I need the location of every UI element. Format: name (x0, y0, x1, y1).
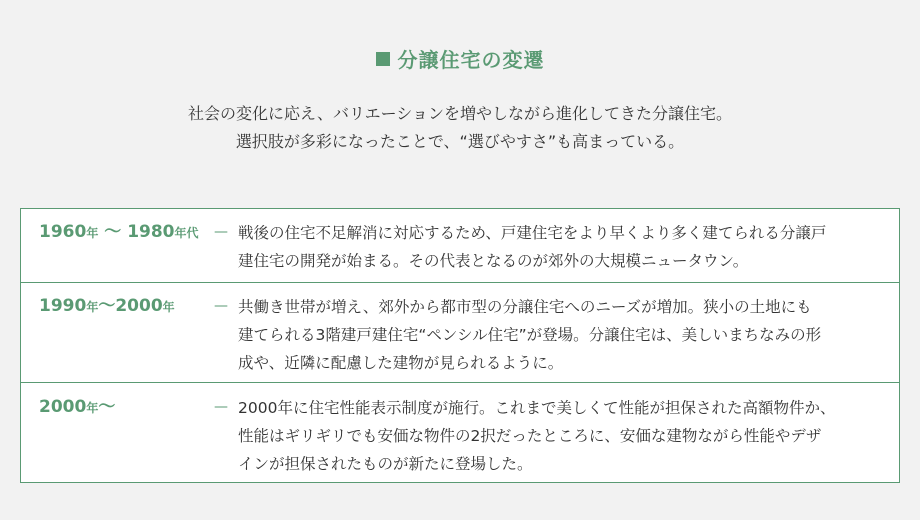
period-description (236, 293, 891, 377)
period-start-year: 1960 (39, 222, 87, 242)
period-start-unit: 年 (86, 401, 99, 415)
period-description (236, 219, 891, 275)
description-line: 成や、近隣に配慮した建物が見られるように。 (238, 354, 564, 372)
period-description (236, 394, 891, 478)
timeline-row (21, 209, 899, 282)
description-line: 建住宅の開発が始まる。その代表となるのが郊外の大規模ニュータウン。 (238, 252, 749, 270)
description-line: 2000年に住宅性能表示制度が施行。これまで美しくて性能が担保された高額物件か、 (238, 399, 836, 417)
period-end-unit: 年 (162, 300, 175, 314)
timeline-row (21, 382, 899, 478)
period-start-unit: 年 (86, 300, 99, 314)
period-start-unit: 年 (86, 226, 99, 240)
intro-line-2: 選択肢が多彩になったことで、“選びやすさ”も高まっている。 (235, 132, 685, 151)
period-start-year: 2000 (39, 397, 87, 417)
period-label (21, 219, 206, 246)
description-line: インが担保されたものが新たに登場した。 (238, 455, 533, 473)
description-line: 建てられる3階建戸建住宅“ペンシル住宅”が登場。分譲住宅は、美しいまちなみの形 (238, 326, 822, 344)
period-dash: — (214, 298, 228, 314)
timeline-table (20, 208, 900, 483)
period-label (21, 394, 206, 421)
period-separator: ～ (98, 397, 116, 417)
description-line: 性能はギリギリでも安価な物件の2択だったところに、安価な建物ながら性能やデザ (238, 427, 822, 445)
page-title-text: 分譲住宅の変遷 (397, 48, 545, 72)
period-label (21, 293, 206, 320)
intro-text (0, 100, 920, 156)
intro-line-1: 社会の変化に応え、バリエーションを増やしながら進化してきた分譲住宅。 (187, 104, 732, 123)
period-separator: ～ (98, 222, 128, 242)
period-end-year: 1980 (127, 222, 175, 242)
square-bullet-icon (376, 52, 390, 66)
period-end-year: 2000 (115, 296, 163, 316)
period-start-year: 1990 (39, 296, 87, 316)
period-end-unit: 年代 (174, 226, 199, 240)
description-line: 共働き世帯が増え、郊外から都市型の分譲住宅へのニーズが増加。狭小の土地にも (238, 298, 812, 316)
period-dash: — (214, 224, 228, 240)
description-line: 戦後の住宅不足解消に対応するため、戸建住宅をより早くより多く建てられる分譲戸 (238, 224, 827, 242)
period-dash: — (214, 399, 228, 415)
timeline-row (21, 282, 899, 382)
period-separator: ～ (98, 296, 116, 316)
page-title (0, 44, 920, 73)
